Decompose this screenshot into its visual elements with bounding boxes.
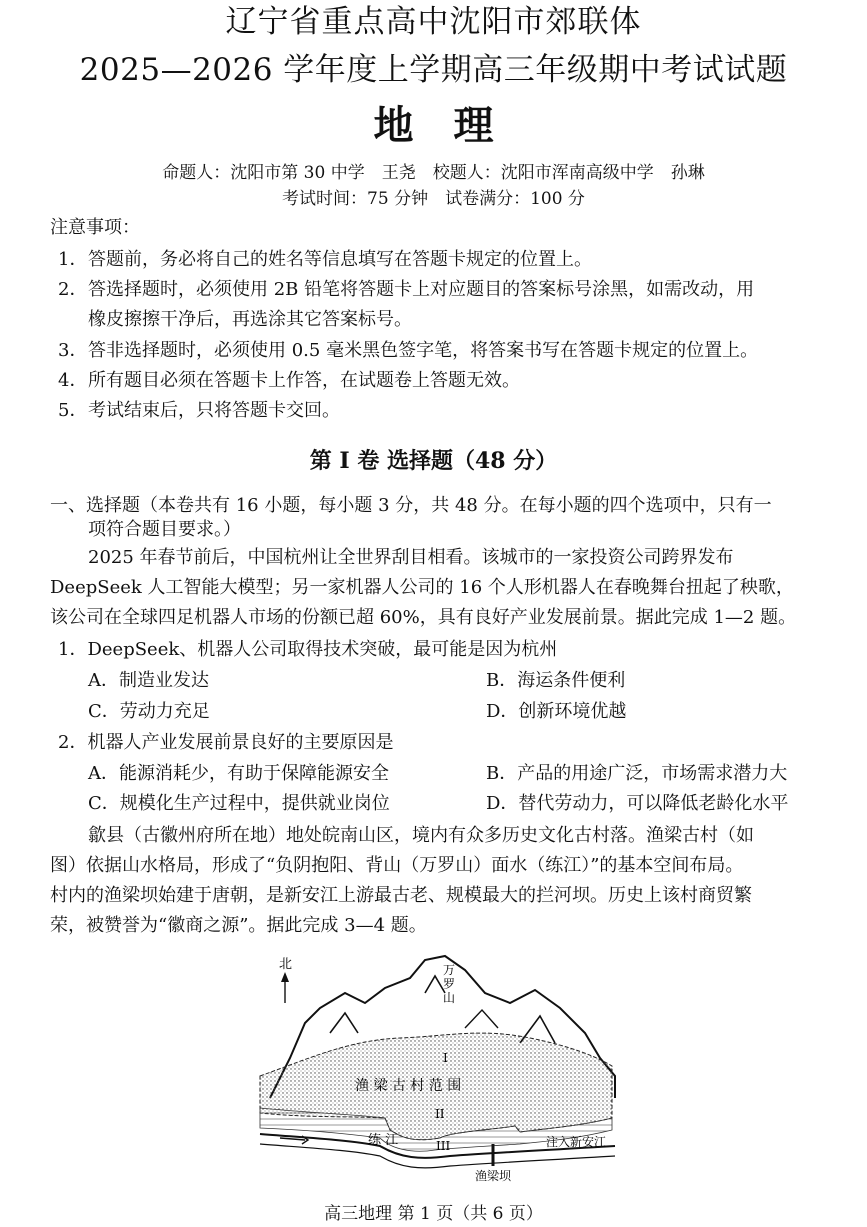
notice-item-1: 答题前，务必将自己的姓名等信息填写在答题卡规定的位置上。 <box>88 249 592 270</box>
part1-instructions-cont: 项符合题目要求。） <box>88 519 241 540</box>
zone-2-label: II <box>435 1107 445 1121</box>
passage1-line2: DeepSeek 人工智能大模型；另一家机器人公司的 16 个人形机器人在春晚舞台扭起了秧歌， <box>50 577 794 598</box>
q1-option-d: D．创新环境优越 <box>486 701 627 722</box>
q1-option-b: B．海运条件便利 <box>486 670 626 691</box>
q2-option-c: C．规模化生产过程中，提供就业岗位 <box>88 793 390 814</box>
notice-item-4: 所有题目必须在答题卡上作答，在试题卷上答题无效。 <box>88 370 520 391</box>
q2-option-d: D．替代劳动力，可以降低老龄化水平 <box>486 793 789 814</box>
dam-label: 渔梁坝 <box>475 1169 512 1183</box>
north-arrow-icon <box>281 972 289 1003</box>
north-label: 北 <box>279 957 293 972</box>
zone-1-label: I <box>443 1051 448 1065</box>
passage1-line1: 2025 年春节前后，中国杭州让全世界刮目相看。该城市的一家投资公司跨界发布 <box>88 547 734 568</box>
passage2-line2: 图）依据山水格局，形成了“负阴抱阳、背山（万罗山）面水（练江）”的基本空间布局。 <box>50 855 744 876</box>
notice-item-2: 答选择题时，必须使用 2B 铅笔将答题卡上对应题目的答案标号涂黑，如需改动，用 <box>88 279 755 300</box>
q1-option-c: C．劳动力充足 <box>88 701 210 722</box>
q2-option-a: A．能源消耗少，有助于保障能源安全 <box>88 763 389 784</box>
outflow-label: 注入新安江 <box>546 1135 607 1149</box>
notice-item-5: 考试结束后，只将答题卡交回。 <box>88 400 340 421</box>
page-footer: 高三地理 第 1 页（共 6 页） <box>324 1204 543 1224</box>
mountain-label: 万罗山 <box>443 963 456 1005</box>
notice-num-5: 5． <box>58 400 88 421</box>
passage2-line1: 歙县（古徽州府所在地）地处皖南山区，境内有众多历史文化古村落。渔梁古村（如 <box>88 825 754 846</box>
notice-num-4: 4． <box>58 370 88 391</box>
subject-title: 地理 <box>373 102 534 149</box>
q1-option-a: A．制造业发达 <box>88 670 209 691</box>
notice-item-3: 答非选择题时，必须使用 0.5 毫米黑色签字笔，将答案书写在答题卡规定的位置上。 <box>88 340 759 361</box>
q2-option-b: B．产品的用途广泛，市场需求潜力大 <box>486 763 788 784</box>
river-label: 练 江 <box>368 1133 399 1148</box>
passage2-line3: 村内的渔梁坝始建于唐朝，是新安江上游最古老、规模最大的拦河坝。历史上该村商贸繁 <box>50 885 752 906</box>
notice-title: 注意事项： <box>50 217 140 238</box>
exam-info-line: 考试时间：75 分钟 试卷满分：100 分 <box>282 189 585 209</box>
notice-num-3: 3． <box>58 340 88 361</box>
passage1-line3: 该公司在全球四足机器人市场的份额已超 60%，具有良好产业发展前景。据此完成 1—2 题。 <box>50 607 797 628</box>
q1-stem: 1．DeepSeek、机器人公司取得技术突破，最可能是因为杭州 <box>58 639 558 660</box>
notice-item-2-cont: 橡皮擦擦干净后，再选涂其它答案标号。 <box>88 309 412 330</box>
passage2-line4: 荣，被赞誉为“徽商之源”。据此完成 3—4 题。 <box>50 915 427 936</box>
exam-header-line1: 辽宁省重点高中沈阳市郊联体 <box>225 4 642 40</box>
zone-3-label: III <box>436 1139 451 1153</box>
notice-num-1: 1． <box>58 249 88 270</box>
exam-header-line2: 2025—2026 学年度上学期高三年级期中考试试题 <box>79 52 788 88</box>
yuliang-village-map <box>250 948 620 1193</box>
part1-instructions: 一、选择题（本卷共有 16 小题，每小题 3 分，共 48 分。在每小题的四个选项中，只有一 <box>50 495 772 516</box>
section-title: 第 I 卷 选择题（48 分） <box>309 448 558 474</box>
authors-line: 命题人：沈阳市第 30 中学 王尧 校题人：沈阳市浑南高级中学 孙琳 <box>162 163 705 183</box>
notice-num-2: 2． <box>58 279 88 300</box>
q2-stem: 2．机器人产业发展前景良好的主要原因是 <box>58 732 394 753</box>
village-label: 渔 梁 古 村 范 围 <box>355 1078 462 1094</box>
